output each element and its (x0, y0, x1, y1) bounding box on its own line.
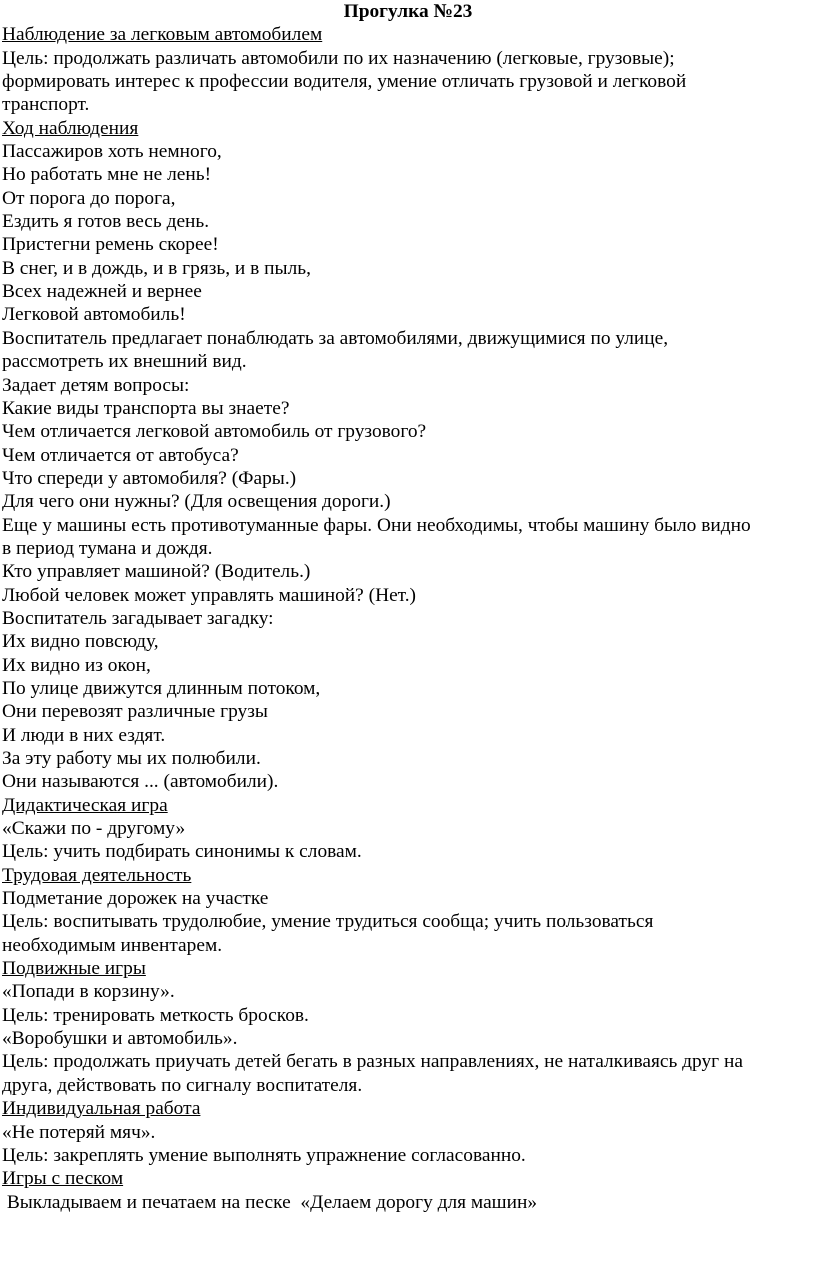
section-heading-outdoor-games: Подвижные игры (2, 958, 146, 980)
text-line: Они перевозят различные грузы (2, 701, 268, 723)
text-line: Воспитатель загадывает загадку: (2, 607, 274, 629)
text-line: «Воробушки и автомобиль». (2, 1028, 238, 1050)
text-line: Они называются ... (автомобили). (2, 771, 279, 793)
text-line: Цель: воспитывать трудолюбие, умение трудиться сообща; учить пользоваться (2, 911, 654, 933)
text-line: По улице движутся длинным потоком, (2, 677, 321, 699)
text-line: Их видно из окон, (2, 654, 151, 676)
section-heading-labor: Трудовая деятельность (2, 864, 192, 886)
text-line: За эту работу мы их полюбили. (2, 748, 261, 769)
section-heading-sand-games: Игры с песком (2, 1168, 124, 1190)
text-line: Подметание дорожек на участке (2, 888, 269, 910)
text-line: От порога до порога, (2, 187, 176, 209)
text-line: Задает детям вопросы: (2, 374, 190, 396)
text-line: Цель: продолжать приучать детей бегать в разных направлениях, не наталкиваясь друг на (2, 1051, 743, 1073)
text-line: Какие виды транспорта вы знаете? (2, 397, 290, 419)
text-line: необходимым инвентарем. (2, 934, 223, 956)
text-line: Чем отличается легковой автомобиль от грузового? (2, 421, 427, 443)
text-line: транспорт. (2, 94, 90, 116)
text-line: Выкладываем и печатаем на песке «Делаем дорогу для машин» (2, 1191, 538, 1213)
text-line: рассмотреть их внешний вид. (2, 351, 247, 373)
text-line: друга, действовать по сигналу воспитателя. (2, 1074, 363, 1096)
text-line: Пристегни ремень скорее! (2, 234, 219, 256)
text-line: «Не потеряй мяч». (2, 1121, 156, 1143)
text-line: Цель: тренировать меткость бросков. (2, 1004, 309, 1026)
text-line: Ездить я готов весь день. (2, 211, 210, 233)
text-line: Всех надежней и вернее (2, 281, 202, 303)
text-line: Цель: учить подбирать синонимы к словам. (2, 841, 362, 863)
text-line: Цель: закреплять умение выполнять упражнение согласованно. (2, 1144, 526, 1166)
section-heading-didactic-game: Дидактическая игра (2, 794, 168, 816)
text-line: Пассажиров хоть немного, (2, 141, 222, 163)
text-line: Легковой автомобиль! (2, 304, 186, 326)
text-line: Воспитатель предлагает понаблюдать за автомобилями, движущимися по улице, (2, 327, 669, 349)
text-line: И люди в них ездят. (2, 724, 166, 746)
page-title: Прогулка №23 (343, 1, 473, 22)
text-line: в период тумана и дождя. (2, 537, 213, 559)
document-page (2, 0, 814, 1214)
text-line: «Скажи по - другому» (2, 818, 186, 840)
text-line: Для чего они нужны? (Для освещения дороги.) (2, 491, 391, 513)
text-line: В снег, и в дождь, и в грязь, и в пыль, (2, 257, 311, 279)
text-line: Что спереди у автомобиля? (Фары.) (2, 467, 297, 489)
text-line: Любой человек может управлять машиной? (Нет.) (2, 584, 416, 606)
text-line: Цель: продолжать различать автомобили по их назначению (легковые, грузовые); (2, 47, 675, 69)
section-heading-individual-work: Индивидуальная работа (2, 1098, 201, 1120)
section-heading-progress: Ход наблюдения (2, 117, 139, 139)
text-line: «Попади в корзину». (2, 981, 175, 1003)
text-line: Их видно повсюду, (2, 631, 159, 653)
text-line: Кто управляет машиной? (Водитель.) (2, 561, 311, 583)
text-line: Но работать мне не лень! (2, 164, 212, 186)
text-line: формировать интерес к профессии водителя, умение отличать грузовой и легковой (2, 71, 687, 93)
text-line: Чем отличается от автобуса? (2, 444, 239, 466)
text-line: Еще у машины есть противотуманные фары. Они необходимы, чтобы машину было видно (2, 514, 751, 536)
section-heading-observation: Наблюдение за легковым автомобилем (2, 24, 323, 46)
